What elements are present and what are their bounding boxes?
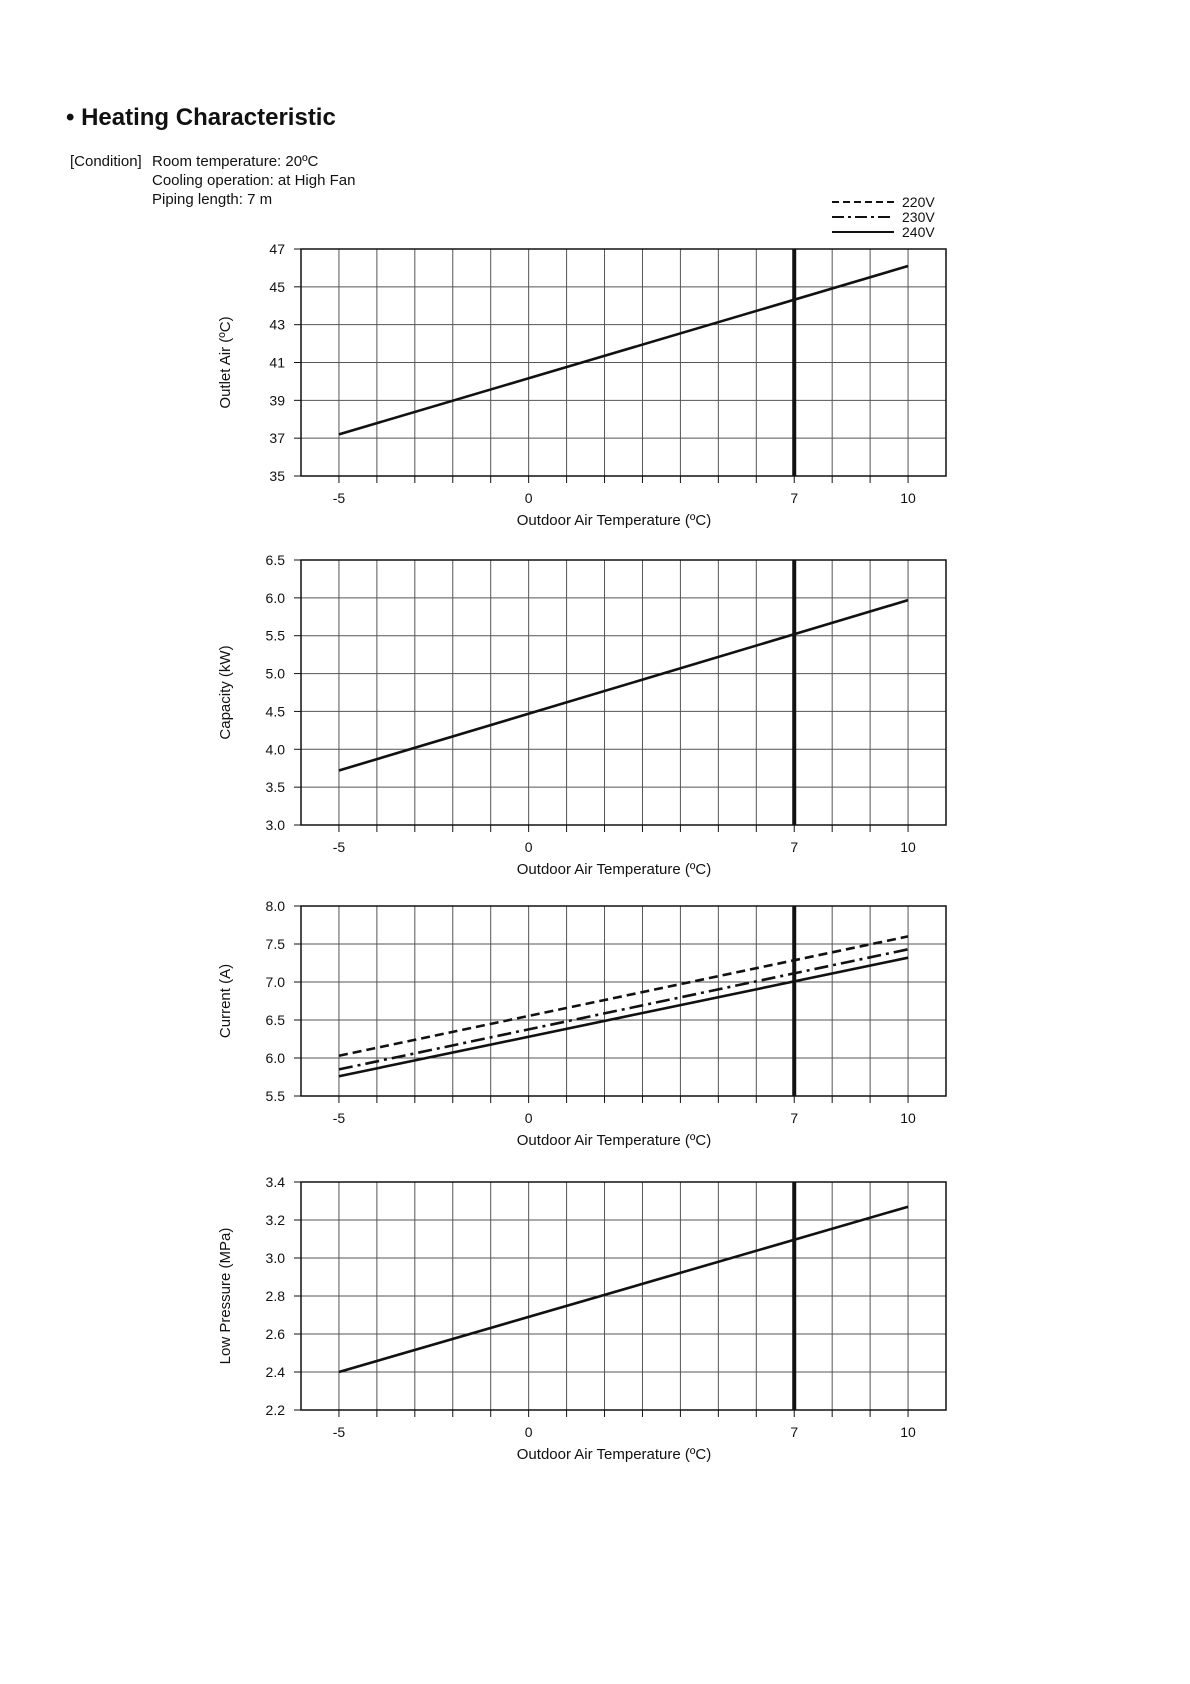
y-tick-label: 37 [269, 430, 285, 447]
x-tick-label: 0 [524, 1110, 533, 1126]
y-tick-label: 45 [269, 278, 285, 295]
plot-frame [301, 906, 946, 1096]
y-tick-label: 35 [269, 468, 285, 484]
y-tick-label: 2.8 [265, 1288, 285, 1304]
x-axis-label: Outdoor Air Temperature (ºC) [516, 1132, 712, 1149]
x-tick-label: 0 [524, 839, 533, 855]
x-tick-label: 10 [900, 1424, 916, 1440]
y-axis-label: Outlet Air (ºC) [217, 316, 234, 409]
legend-label-230v: 230V [902, 209, 935, 225]
y-tick-label: 6.5 [265, 1012, 285, 1028]
y-tick-label: 6.0 [265, 1050, 285, 1066]
legend-label-240v: 240V [902, 224, 935, 240]
y-tick-label: 41 [269, 354, 285, 371]
x-axis-label: Outdoor Air Temperature (ºC) [516, 861, 712, 878]
x-tick-label: -5 [332, 839, 346, 855]
y-tick-label: 3.2 [265, 1212, 285, 1228]
y-tick-label: 2.4 [265, 1364, 285, 1380]
series-line-solid [339, 1207, 908, 1372]
x-tick-label: 7 [790, 1424, 799, 1440]
series-line-solid [339, 266, 908, 434]
x-axis-label: Outdoor Air Temperature (ºC) [516, 512, 712, 529]
y-tick-label: 6.5 [265, 552, 285, 568]
legend-label-220v: 220V [902, 194, 935, 210]
y-tick-label: 5.0 [265, 665, 285, 682]
series-line-solid [339, 600, 908, 770]
y-tick-label: 47 [269, 241, 285, 257]
y-tick-label: 6.0 [265, 589, 285, 606]
current-chart [217, 898, 946, 1149]
condition-piping-length: Piping length: 7 m [152, 191, 273, 208]
y-axis-label: Current (A) [217, 963, 234, 1039]
x-tick-label: 10 [900, 1110, 916, 1126]
y-tick-label: 7.5 [265, 936, 285, 952]
x-tick-label: -5 [332, 490, 346, 506]
y-tick-label: 3.4 [265, 1174, 285, 1190]
y-axis-label: Low Pressure (MPa) [217, 1227, 234, 1365]
plot-frame [301, 560, 946, 825]
y-tick-label: 5.5 [265, 1088, 285, 1104]
y-axis-label: Capacity (kW) [217, 645, 234, 740]
y-tick-label: 39 [269, 392, 285, 409]
y-tick-label: 2.2 [265, 1402, 285, 1418]
x-tick-label: -5 [332, 1424, 346, 1440]
legend [832, 194, 935, 240]
y-tick-label: 3.0 [265, 817, 285, 833]
x-tick-label: 7 [790, 1110, 799, 1126]
y-tick-label: 4.0 [265, 741, 285, 758]
y-tick-label: 43 [269, 316, 285, 333]
y-tick-label: 7.0 [265, 974, 285, 990]
low-pressure-chart [217, 1174, 946, 1463]
condition-operation: Cooling operation: at High Fan [152, 172, 356, 189]
capacity-chart [217, 552, 946, 878]
page-title: • Heating Characteristic [66, 104, 336, 131]
x-tick-label: 0 [524, 490, 533, 506]
y-tick-label: 3.5 [265, 779, 285, 796]
condition-room-temperature: Room temperature: 20ºC [152, 153, 319, 170]
y-tick-label: 8.0 [265, 898, 285, 914]
y-tick-label: 3.0 [265, 1250, 285, 1266]
x-tick-label: 7 [790, 839, 799, 855]
x-tick-label: 0 [524, 1424, 533, 1440]
y-tick-label: 2.6 [265, 1326, 285, 1342]
outlet-air-chart [217, 241, 946, 529]
x-tick-label: 10 [900, 490, 916, 506]
x-tick-label: 10 [900, 839, 916, 855]
y-tick-label: 5.5 [265, 627, 285, 644]
x-axis-label: Outdoor Air Temperature (ºC) [516, 1446, 712, 1463]
x-tick-label: -5 [332, 1110, 346, 1126]
y-tick-label: 4.5 [265, 703, 285, 720]
series-line-230v [339, 949, 908, 1069]
x-tick-label: 7 [790, 490, 799, 506]
condition-label: [Condition] [70, 153, 142, 170]
series-line-220v [339, 936, 908, 1055]
